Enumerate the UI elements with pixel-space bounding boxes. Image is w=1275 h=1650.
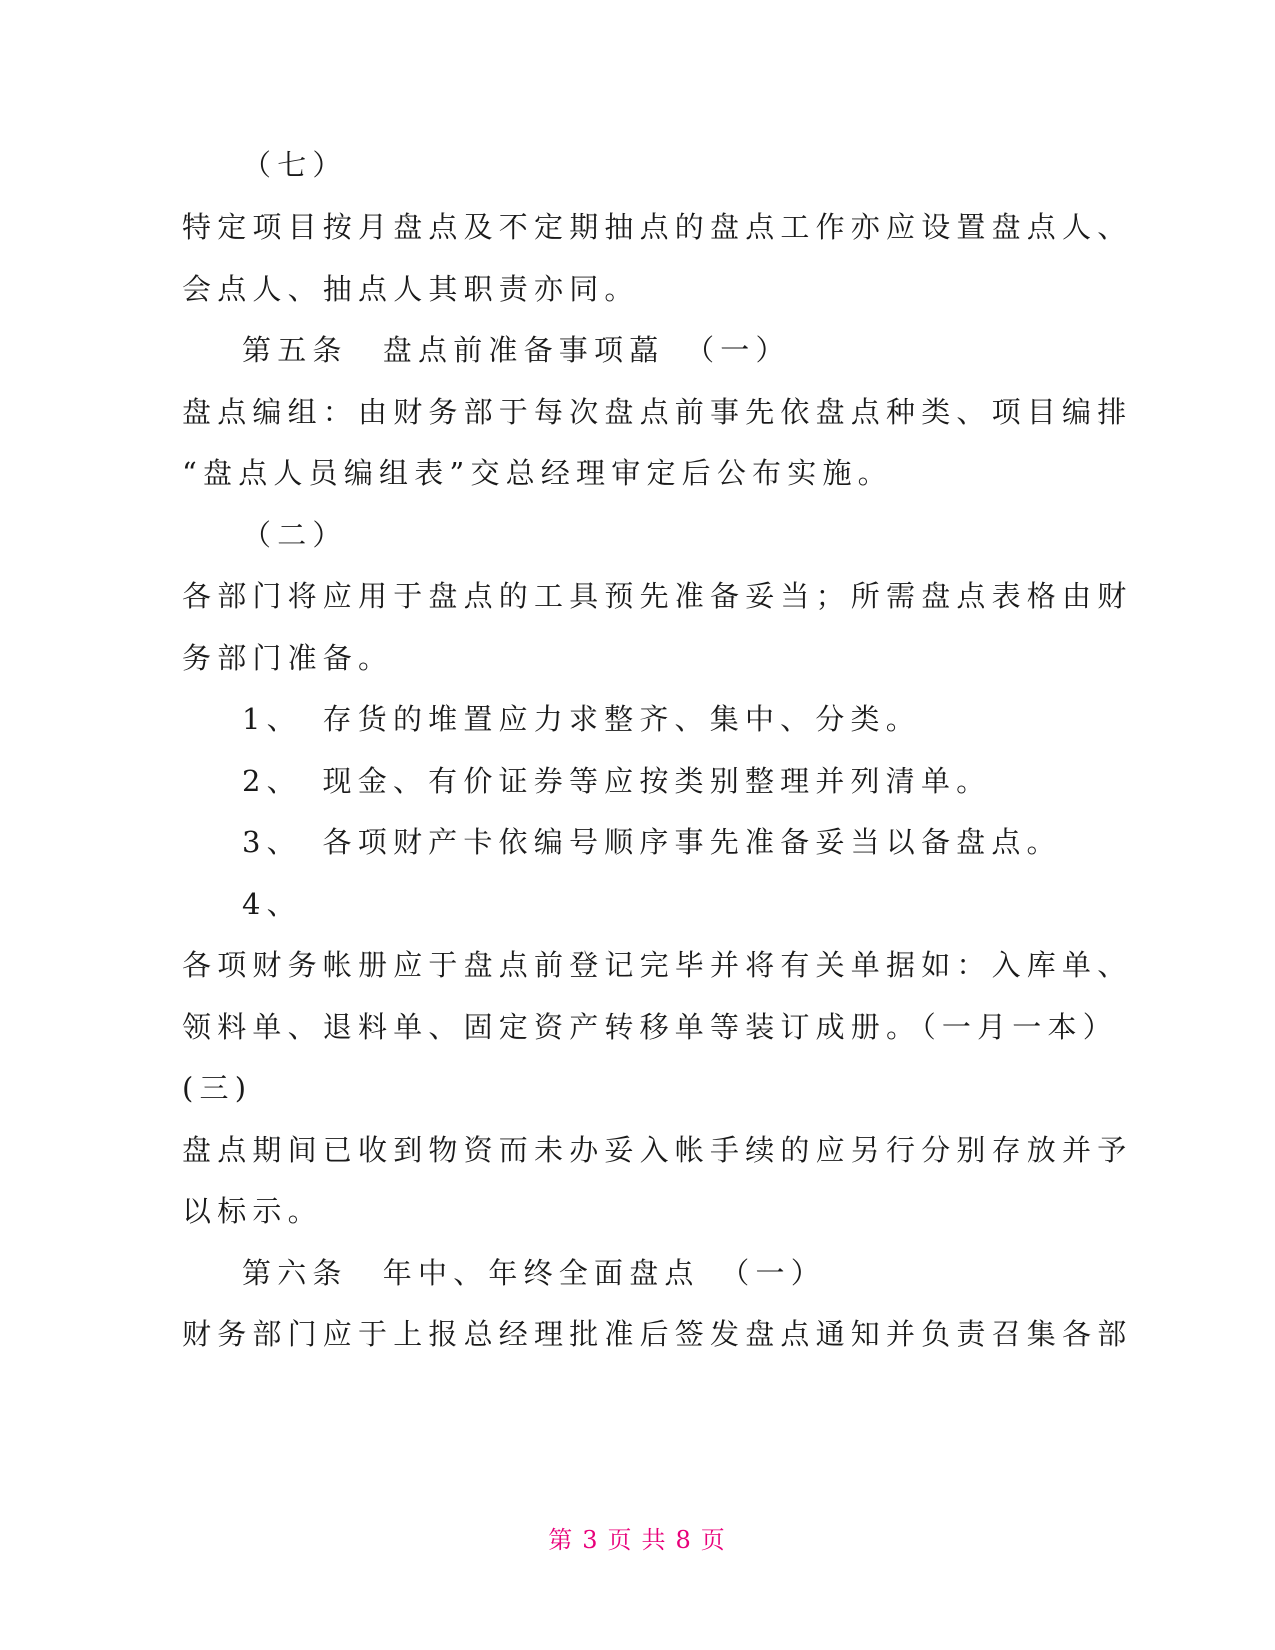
- footer-current-page: 3: [582, 1526, 600, 1554]
- list-item-4: 4、: [242, 887, 302, 921]
- paragraph-line: 务部门准备。: [182, 641, 394, 675]
- list-item-3: 3、 各项财产卡依编号顺序事先准备妥当以备盘点。: [242, 825, 1062, 859]
- page-footer: [0, 1520, 1275, 1555]
- section-marker-3: (三): [182, 1071, 253, 1105]
- article-heading-6: 第六条 年中、年终全面盘点 （一）: [242, 1256, 826, 1290]
- section-marker-2: （二）: [242, 518, 348, 552]
- footer-suffix: 页: [700, 1526, 727, 1554]
- paragraph-line: 财务部门应于上报总经理批准后签发盘点通知并负责召集各部: [182, 1317, 1133, 1351]
- paragraph-line: 会点人、抽点人其职责亦同。: [182, 272, 640, 306]
- paragraph-line: 各部门将应用于盘点的工具预先准备妥当；所需盘点表格由财: [182, 579, 1133, 613]
- paragraph-line: 盘点期间已收到物资而未办妥入帐手续的应另行分别存放并予: [182, 1133, 1133, 1167]
- paragraph-line: 特定项目按月盘点及不定期抽点的盘点工作亦应设置盘点人、: [182, 210, 1133, 244]
- paragraph-line: 盘点编组：由财务部于每次盘点前事先依盘点种类、项目编排: [182, 395, 1133, 429]
- list-item-2: 2、 现金、有价证券等应按类别整理并列清单。: [242, 764, 992, 798]
- footer-page-word: 页: [607, 1526, 634, 1554]
- list-item-1: 1、 存货的堆置应力求整齐、集中、分类。: [242, 702, 921, 736]
- paragraph-line: “盘点人员编组表”交总经理审定后公布实施。: [182, 456, 893, 490]
- footer-total-prefix: 共: [641, 1526, 668, 1554]
- article-heading-5: 第五条 盘点前准备事项藠 （一）: [242, 333, 791, 367]
- paragraph-line: 以标示。: [182, 1194, 323, 1228]
- footer-prefix: 第: [548, 1526, 575, 1554]
- paragraph-line: 各项财务帐册应于盘点前登记完毕并将有关单据如：入库单、: [182, 948, 1133, 982]
- paragraph-line: 领料单、退料单、固定资产转移单等装订成册。（一月一本）: [182, 1010, 1118, 1044]
- section-marker-7: （七）: [242, 148, 348, 182]
- footer-total-pages: 8: [675, 1526, 693, 1554]
